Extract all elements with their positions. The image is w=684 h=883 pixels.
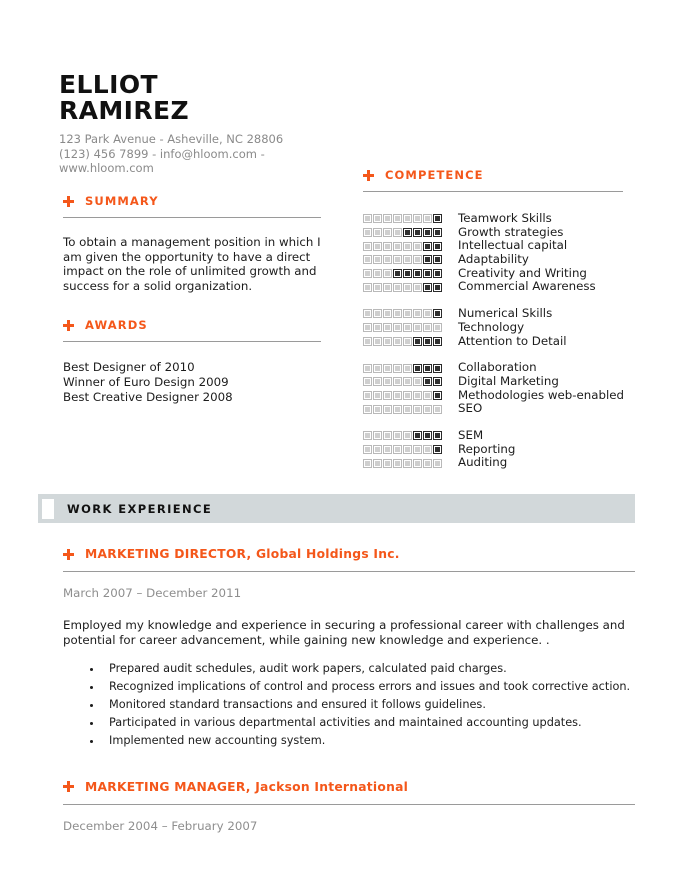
- rating-box-empty: [383, 228, 392, 237]
- list-item: Best Designer of 2010: [63, 360, 195, 375]
- skill-row: [363, 456, 623, 470]
- rating-box-empty: [423, 309, 432, 318]
- rating-box-empty: [383, 283, 392, 292]
- right-column: [363, 168, 623, 483]
- rating-box-empty: [363, 364, 372, 373]
- rating-box-filled: [433, 269, 442, 278]
- list-item: • Implemented new accounting system.: [103, 732, 635, 750]
- rating-box-empty: [413, 459, 422, 468]
- skill-rating-boxes: [363, 283, 449, 292]
- skill-row: [363, 226, 623, 240]
- rating-box-empty: [383, 431, 392, 440]
- skill-row: [363, 253, 623, 267]
- rating-box-empty: [413, 323, 422, 332]
- skill-row: [363, 361, 623, 375]
- rating-box-empty: [403, 431, 412, 440]
- awards-heading-label: AWARDS: [85, 318, 148, 333]
- competence-divider: [363, 191, 623, 192]
- rating-box-filled: [423, 228, 432, 237]
- rating-box-filled: [433, 377, 442, 386]
- rating-box-empty: [363, 337, 372, 346]
- rating-box-filled: [433, 228, 442, 237]
- rating-box-empty: [393, 459, 402, 468]
- rating-box-empty: [383, 459, 392, 468]
- rating-box-empty: [403, 377, 412, 386]
- list-item: • Prepared audit schedules, audit work papers, calculated paid charges.: [103, 660, 635, 678]
- skill-row: [363, 389, 623, 403]
- skill-rating-boxes: [363, 391, 449, 400]
- rating-box-empty: [363, 405, 372, 414]
- rating-box-empty: [423, 445, 432, 454]
- job-title-label: MARKETING DIRECTOR, Global Holdings Inc.: [85, 547, 400, 561]
- skill-label: Methodologies web-enabled: [458, 387, 625, 402]
- skill-rating-boxes: [363, 337, 449, 346]
- skill-row: [363, 280, 623, 294]
- rating-box-empty: [413, 377, 422, 386]
- rating-box-empty: [393, 337, 402, 346]
- rating-box-empty: [403, 323, 412, 332]
- plus-icon: [63, 781, 74, 792]
- rating-box-empty: [383, 214, 392, 223]
- rating-box-filled: [393, 269, 402, 278]
- skill-label: Technology: [458, 319, 525, 334]
- skill-label: SEM: [458, 427, 484, 442]
- skill-label: Growth strategies: [458, 224, 564, 239]
- rating-box-empty: [413, 445, 422, 454]
- rating-box-empty: [383, 377, 392, 386]
- rating-box-filled: [413, 337, 422, 346]
- job-divider: [63, 804, 635, 805]
- rating-box-empty: [363, 269, 372, 278]
- rating-box-filled: [423, 255, 432, 264]
- rating-box-filled: [433, 445, 442, 454]
- skill-row: [363, 402, 623, 416]
- summary-heading-label: SUMMARY: [85, 194, 159, 208]
- rating-box-empty: [373, 391, 382, 400]
- rating-box-empty: [383, 242, 392, 251]
- rating-box-empty: [383, 364, 392, 373]
- skill-rating-boxes: [363, 445, 449, 454]
- rating-box-empty: [363, 431, 372, 440]
- rating-box-empty: [413, 391, 422, 400]
- rating-box-empty: [373, 364, 382, 373]
- skill-group: [363, 429, 623, 470]
- list-item: Winner of Euro Design 2009: [63, 374, 229, 389]
- rating-box-empty: [363, 255, 372, 264]
- skill-label: Attention to Detail: [458, 333, 567, 348]
- skill-label: Auditing: [458, 455, 508, 470]
- list-item: • Recognized implications of control and process errors and issues and took corrective action.: [103, 678, 635, 696]
- rating-box-empty: [393, 377, 402, 386]
- awards-divider: [63, 341, 321, 342]
- rating-box-empty: [383, 309, 392, 318]
- rating-box-empty: [403, 445, 412, 454]
- rating-box-filled: [433, 255, 442, 264]
- plus-icon: [363, 170, 374, 181]
- first-name: ELLIOT: [59, 70, 158, 99]
- rating-box-empty: [373, 445, 382, 454]
- rating-box-filled: [433, 283, 442, 292]
- rating-box-empty: [383, 391, 392, 400]
- awards-section: [63, 318, 321, 404]
- rating-box-empty: [393, 242, 402, 251]
- rating-box-filled: [423, 337, 432, 346]
- skill-label: Intellectual capital: [458, 238, 568, 253]
- plus-icon: [63, 196, 74, 207]
- list-item: Best Creative Designer 2008: [63, 389, 233, 404]
- rating-box-filled: [433, 214, 442, 223]
- rating-box-filled: [423, 269, 432, 278]
- rating-box-filled: [413, 364, 422, 373]
- rating-box-empty: [433, 405, 442, 414]
- competence-heading-label: COMPETENCE: [385, 168, 484, 182]
- rating-box-empty: [393, 431, 402, 440]
- rating-box-empty: [373, 323, 382, 332]
- rating-box-empty: [393, 228, 402, 237]
- work-experience-banner: [38, 494, 635, 523]
- rating-box-filled: [433, 391, 442, 400]
- rating-box-empty: [363, 323, 372, 332]
- rating-box-empty: [393, 364, 402, 373]
- job-description: Employed my knowledge and experience in securing a professional career with challenges and potential for career advancement, while gaining new knowledge and experience. .: [63, 618, 625, 647]
- rating-box-empty: [373, 269, 382, 278]
- rating-box-empty: [363, 377, 372, 386]
- rating-box-empty: [373, 309, 382, 318]
- skill-rating-boxes: [363, 269, 449, 278]
- skill-label: Adaptability: [458, 252, 529, 267]
- list-item: • Participated in various departmental activities and maintained accounting updates.: [103, 714, 635, 732]
- summary-text: To obtain a management position in which I am given the opportunity to have a direct impact on the role of unlimited growth and success for a solid organization.: [63, 235, 321, 293]
- rating-box-empty: [373, 405, 382, 414]
- skill-group: [363, 307, 623, 348]
- contact-address: 123 Park Avenue - Asheville, NC 28806: [59, 132, 284, 146]
- rating-box-empty: [393, 445, 402, 454]
- rating-box-filled: [433, 364, 442, 373]
- skill-row: [363, 307, 623, 321]
- rating-box-empty: [433, 323, 442, 332]
- rating-box-filled: [403, 269, 412, 278]
- skill-row: [363, 429, 623, 443]
- skill-rating-boxes: [363, 431, 449, 440]
- rating-box-empty: [423, 391, 432, 400]
- job-title: [63, 547, 635, 561]
- rating-box-empty: [383, 337, 392, 346]
- resume-header: [59, 72, 359, 176]
- skill-label: Numerical Skills: [458, 306, 553, 321]
- rating-box-empty: [393, 283, 402, 292]
- rating-box-empty: [373, 377, 382, 386]
- rating-box-empty: [393, 405, 402, 414]
- rating-box-filled: [413, 228, 422, 237]
- rating-box-empty: [383, 445, 392, 454]
- awards-list: [63, 360, 321, 404]
- rating-box-filled: [423, 377, 432, 386]
- skill-row: [363, 212, 623, 226]
- skill-label: Collaboration: [458, 360, 537, 375]
- rating-box-empty: [403, 337, 412, 346]
- rating-box-empty: [403, 459, 412, 468]
- skill-rating-boxes: [363, 242, 449, 251]
- rating-box-empty: [373, 242, 382, 251]
- rating-box-filled: [433, 431, 442, 440]
- rating-box-empty: [423, 459, 432, 468]
- rating-box-empty: [413, 405, 422, 414]
- skill-rating-boxes: [363, 323, 449, 332]
- skill-row: [363, 239, 623, 253]
- skill-row: [363, 443, 623, 457]
- contact-block: [59, 132, 309, 176]
- skill-rating-boxes: [363, 364, 449, 373]
- rating-box-empty: [383, 323, 392, 332]
- rating-box-empty: [413, 255, 422, 264]
- skill-group: [363, 212, 623, 294]
- rating-box-empty: [373, 431, 382, 440]
- rating-box-empty: [373, 337, 382, 346]
- contact-phone-email: (123) 456 7899 - info@hloom.com -: [59, 146, 265, 161]
- rating-box-empty: [363, 391, 372, 400]
- skill-rating-boxes: [363, 309, 449, 318]
- skill-row: [363, 267, 623, 281]
- rating-box-empty: [413, 242, 422, 251]
- summary-section: [63, 194, 321, 293]
- skill-row: [363, 335, 623, 349]
- job-entry: [63, 780, 635, 833]
- skill-rating-boxes: [363, 377, 449, 386]
- skill-label: Reporting: [458, 441, 516, 456]
- rating-box-empty: [373, 228, 382, 237]
- rating-box-empty: [383, 255, 392, 264]
- rating-box-filled: [433, 242, 442, 251]
- rating-box-empty: [403, 255, 412, 264]
- rating-box-empty: [383, 405, 392, 414]
- rating-box-filled: [413, 431, 422, 440]
- competence-heading: [363, 168, 623, 182]
- skill-group: [363, 361, 623, 416]
- rating-box-empty: [413, 214, 422, 223]
- skill-rating-boxes: [363, 214, 449, 223]
- skill-label: SEO: [458, 401, 483, 416]
- rating-box-empty: [363, 228, 372, 237]
- rating-box-empty: [373, 214, 382, 223]
- plus-icon: [63, 549, 74, 560]
- job-dates: March 2007 – December 2011: [63, 586, 242, 600]
- skill-rating-boxes: [363, 405, 449, 414]
- rating-box-empty: [403, 309, 412, 318]
- rating-box-empty: [413, 309, 422, 318]
- rating-box-filled: [433, 309, 442, 318]
- skill-label: Commercial Awareness: [458, 279, 596, 294]
- skill-rating-boxes: [363, 228, 449, 237]
- rating-box-empty: [403, 214, 412, 223]
- rating-box-empty: [403, 405, 412, 414]
- rating-box-filled: [413, 269, 422, 278]
- rating-box-filled: [423, 242, 432, 251]
- banner-marker: [42, 499, 54, 519]
- work-experience-title: WORK EXPERIENCE: [67, 501, 213, 516]
- rating-box-empty: [363, 283, 372, 292]
- job-bullets: [63, 660, 635, 750]
- last-name: RAMIREZ: [59, 96, 190, 125]
- rating-box-empty: [393, 214, 402, 223]
- rating-box-empty: [373, 459, 382, 468]
- rating-box-empty: [403, 391, 412, 400]
- skill-row: [363, 375, 623, 389]
- rating-box-empty: [383, 269, 392, 278]
- skill-row: [363, 321, 623, 335]
- job-dates: December 2004 – February 2007: [63, 818, 258, 833]
- rating-box-empty: [393, 309, 402, 318]
- rating-box-empty: [393, 391, 402, 400]
- skill-groups: [363, 212, 623, 470]
- plus-icon: [63, 320, 74, 331]
- skill-rating-boxes: [363, 459, 449, 468]
- rating-box-empty: [373, 283, 382, 292]
- rating-box-empty: [363, 309, 372, 318]
- rating-box-empty: [423, 214, 432, 223]
- rating-box-empty: [413, 283, 422, 292]
- job-entry: [63, 547, 635, 750]
- job-list: [63, 547, 635, 863]
- skill-label: Teamwork Skills: [458, 211, 552, 225]
- rating-box-empty: [403, 283, 412, 292]
- awards-heading: [63, 318, 321, 332]
- rating-box-empty: [363, 445, 372, 454]
- rating-box-empty: [363, 459, 372, 468]
- rating-box-filled: [423, 431, 432, 440]
- summary-heading: [63, 194, 321, 208]
- skill-rating-boxes: [363, 255, 449, 264]
- contact-website: www.hloom.com: [59, 161, 154, 175]
- skill-label: Creativity and Writing: [458, 265, 587, 280]
- summary-divider: [63, 217, 321, 218]
- rating-box-empty: [393, 323, 402, 332]
- skill-label: Digital Marketing: [458, 373, 559, 388]
- rating-box-filled: [423, 364, 432, 373]
- rating-box-empty: [363, 242, 372, 251]
- rating-box-empty: [433, 459, 442, 468]
- rating-box-empty: [403, 242, 412, 251]
- rating-box-empty: [423, 323, 432, 332]
- rating-box-filled: [403, 228, 412, 237]
- job-title: [63, 780, 635, 794]
- left-column: [63, 194, 321, 404]
- list-item: • Monitored standard transactions and ensured it follows guidelines.: [103, 696, 635, 714]
- rating-box-filled: [423, 283, 432, 292]
- rating-box-empty: [393, 255, 402, 264]
- rating-box-filled: [433, 337, 442, 346]
- job-title-label: MARKETING MANAGER, Jackson International: [85, 779, 409, 794]
- rating-box-empty: [373, 255, 382, 264]
- rating-box-empty: [403, 364, 412, 373]
- rating-box-empty: [363, 214, 372, 223]
- job-divider: [63, 571, 635, 572]
- rating-box-empty: [423, 405, 432, 414]
